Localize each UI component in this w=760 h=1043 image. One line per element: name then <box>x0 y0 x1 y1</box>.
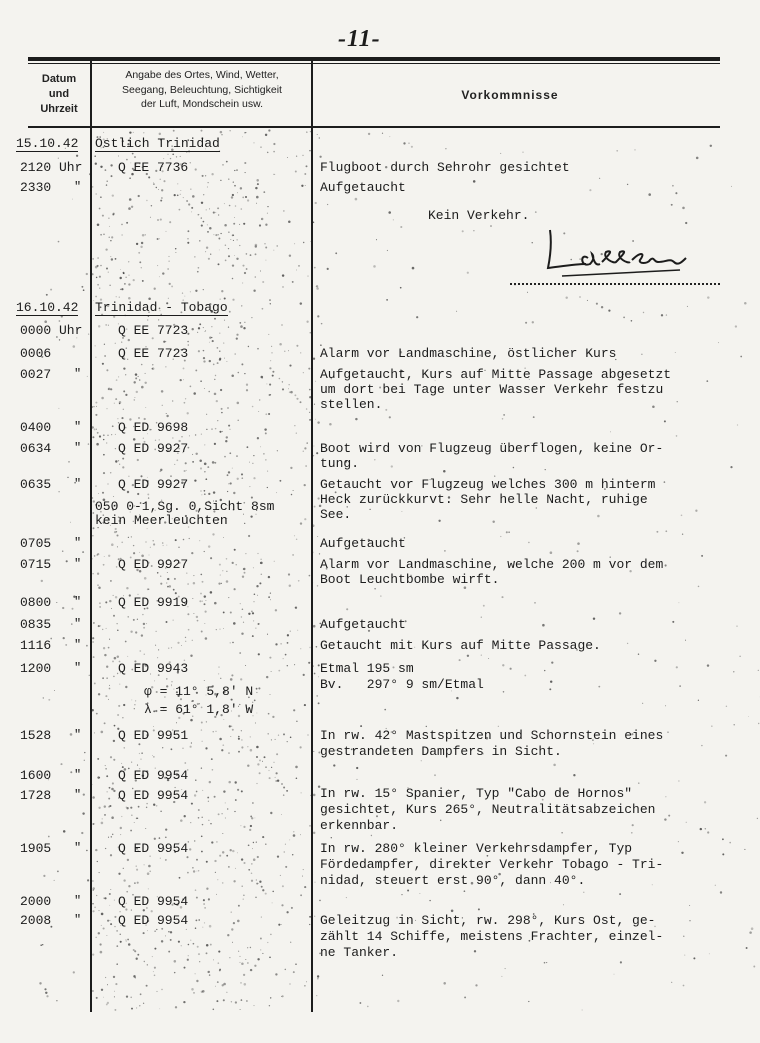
weather-line: kein Meerleuchten <box>95 513 228 528</box>
log-time: 0000 Uhr <box>20 323 83 338</box>
ditto-mark: " <box>74 661 82 675</box>
log-position: Q ED 9919 <box>118 595 189 610</box>
log-event: tung. <box>320 456 360 471</box>
log-position: Q EE 7736 <box>118 160 189 175</box>
header-vorkommnisse: Vorkommnisse <box>461 88 559 102</box>
log-time: 2008 <box>20 913 52 928</box>
log-time: 0635 <box>20 477 52 492</box>
log-event: Aufgetaucht, Kurs auf Mitte Passage abgesetzt <box>320 367 672 382</box>
ditto-mark: " <box>74 894 82 908</box>
log-event: erkennbar. <box>320 818 399 833</box>
day1-date: 15.10.42 <box>16 136 79 151</box>
log-position: Q ED 9954 <box>118 913 189 928</box>
log-time: 0400 <box>20 420 52 435</box>
ditto-mark: " <box>74 768 82 782</box>
log-position: Q ED 9954 <box>118 788 189 803</box>
log-position: Q EE 7723 <box>118 346 189 361</box>
coordinate-latitude: φ = 11° 5,8' N <box>144 684 254 699</box>
header-datum-line: und <box>48 88 70 100</box>
weather-line: 050 0-1,Sg. 0,Sicht 8sm <box>95 499 275 514</box>
ditto-mark: " <box>74 420 82 434</box>
log-position: Q ED 9927 <box>118 477 189 492</box>
log-time: 1528 <box>20 728 52 743</box>
top-rule-thick <box>28 57 720 61</box>
log-event: Bv. 297° 9 sm/Etmal <box>320 677 484 692</box>
header-datum-line: Uhrzeit <box>40 103 78 115</box>
log-time: 0835 <box>20 617 52 632</box>
log-time: 2330 <box>20 180 52 195</box>
ditto-mark: " <box>74 595 82 609</box>
log-event: gesichtet, Kurs 265°, Neutralitätsabzeichen <box>320 802 656 817</box>
page-number: -11- <box>338 26 381 52</box>
log-time: 2000 <box>20 894 52 909</box>
ditto-mark: " <box>74 913 82 927</box>
log-event: Flugboot durch Sehrohr gesichtet <box>320 160 570 175</box>
signature-dotted-line <box>510 283 720 285</box>
ditto-mark: " <box>74 536 82 550</box>
log-event: See. <box>320 507 352 522</box>
log-position: Q ED 9954 <box>118 768 189 783</box>
column-divider-2 <box>311 60 313 1012</box>
log-event: In rw. 15° Spanier, Typ "Cabo de Hornos" <box>320 786 633 801</box>
log-position: Q ED 9954 <box>118 894 189 909</box>
ditto-mark: " <box>74 788 82 802</box>
log-event: Geleitzug in Sicht, rw. 298°, Kurs Ost, ge- <box>320 913 656 928</box>
ditto-mark: " <box>74 557 82 571</box>
header-rule <box>28 126 720 128</box>
coordinate-longitude: λ = 61° 1,8' W <box>144 702 254 717</box>
ditto-mark: " <box>74 477 82 491</box>
log-time: 1600 <box>20 768 52 783</box>
header-ort-line: Seegang, Beleuchtung, Sichtigkeit <box>122 83 282 96</box>
ditto-mark: " <box>74 441 82 455</box>
log-event: Alarm vor Landmaschine, welche 200 m vor dem <box>320 557 664 572</box>
log-position: Q ED 9927 <box>118 441 189 456</box>
log-event: Getaucht vor Flugzeug welches 300 m hinterm <box>320 477 656 492</box>
log-position: Q ED 9954 <box>118 841 189 856</box>
log-position: Q ED 9951 <box>118 728 189 743</box>
log-event: zählt 14 Schiffe, meistens Frachter, einzel- <box>320 929 664 944</box>
log-event: In rw. 280° kleiner Verkehrsdampfer, Typ <box>320 841 633 856</box>
header-datum-line: Datum <box>41 73 77 85</box>
day1-place: Östlich Trinidad <box>95 136 220 151</box>
log-time: 0705 <box>20 536 52 551</box>
log-event: ne Tanker. <box>320 945 399 960</box>
log-time: 0027 <box>20 367 52 382</box>
ditto-mark: " <box>74 728 82 742</box>
log-time: 0006 <box>20 346 52 361</box>
top-rule-thin <box>28 63 720 64</box>
header-ort <box>92 68 312 112</box>
log-time: 1905 <box>20 841 52 856</box>
ditto-mark: " <box>74 180 82 194</box>
log-event: In rw. 42° Mastspitzen und Schornstein eines <box>320 728 664 743</box>
log-event: um dort bei Tage unter Wasser Verkehr festzu <box>320 382 664 397</box>
log-position: Q ED 9698 <box>118 420 189 435</box>
ditto-mark: " <box>74 367 82 381</box>
day2-date: 16.10.42 <box>16 300 79 315</box>
log-event: stellen. <box>320 397 383 412</box>
log-time: 1728 <box>20 788 52 803</box>
log-event: Fördedampfer, direkter Verkehr Tobago - Tri- <box>320 857 664 872</box>
day1-closing: Kein Verkehr. <box>428 208 530 223</box>
log-event: Etmal 195 sm <box>320 661 414 676</box>
log-time: 0715 <box>20 557 52 572</box>
log-event: Boot Leuchtbombe wirft. <box>320 572 500 587</box>
log-time: 0800 <box>20 595 52 610</box>
ditto-mark: " <box>74 638 82 652</box>
log-event: Aufgetaucht <box>320 180 406 195</box>
column-divider-1 <box>90 60 92 1012</box>
log-time: 1116 <box>20 638 52 653</box>
log-event: Aufgetaucht <box>320 536 406 551</box>
signature <box>540 222 690 282</box>
log-event: Boot wird von Flugzeug überflogen, keine Or- <box>320 441 664 456</box>
log-event: nidad, steuert erst 90°, dann 40°. <box>320 873 586 888</box>
log-position: Q ED 9943 <box>118 661 189 676</box>
log-time: 0634 <box>20 441 52 456</box>
log-position: Q EE 7723 <box>118 323 189 338</box>
ditto-mark: " <box>74 617 82 631</box>
log-event: Getaucht mit Kurs auf Mitte Passage. <box>320 638 601 653</box>
header-ort-line: der Luft, Mondschein usw. <box>141 98 263 110</box>
log-event: Alarm vor Landmaschine, östlicher Kurs <box>320 346 617 361</box>
log-position: Q ED 9927 <box>118 557 189 572</box>
log-event: Heck zurückkurvt. Sehr helle Nacht, ruhige <box>320 492 648 507</box>
log-event: gestrandeten Dampfers in Sicht. <box>320 744 562 759</box>
ditto-mark: " <box>74 841 82 855</box>
day2-place: Trinidad - Tobago <box>95 300 228 315</box>
header-datum <box>30 72 88 117</box>
log-time: 1200 <box>20 661 52 676</box>
log-event: Aufgetaucht <box>320 617 406 632</box>
header-ort-line: Angabe des Ortes, Wind, Wetter, <box>125 69 279 81</box>
log-time: 2120 Uhr <box>20 160 83 175</box>
